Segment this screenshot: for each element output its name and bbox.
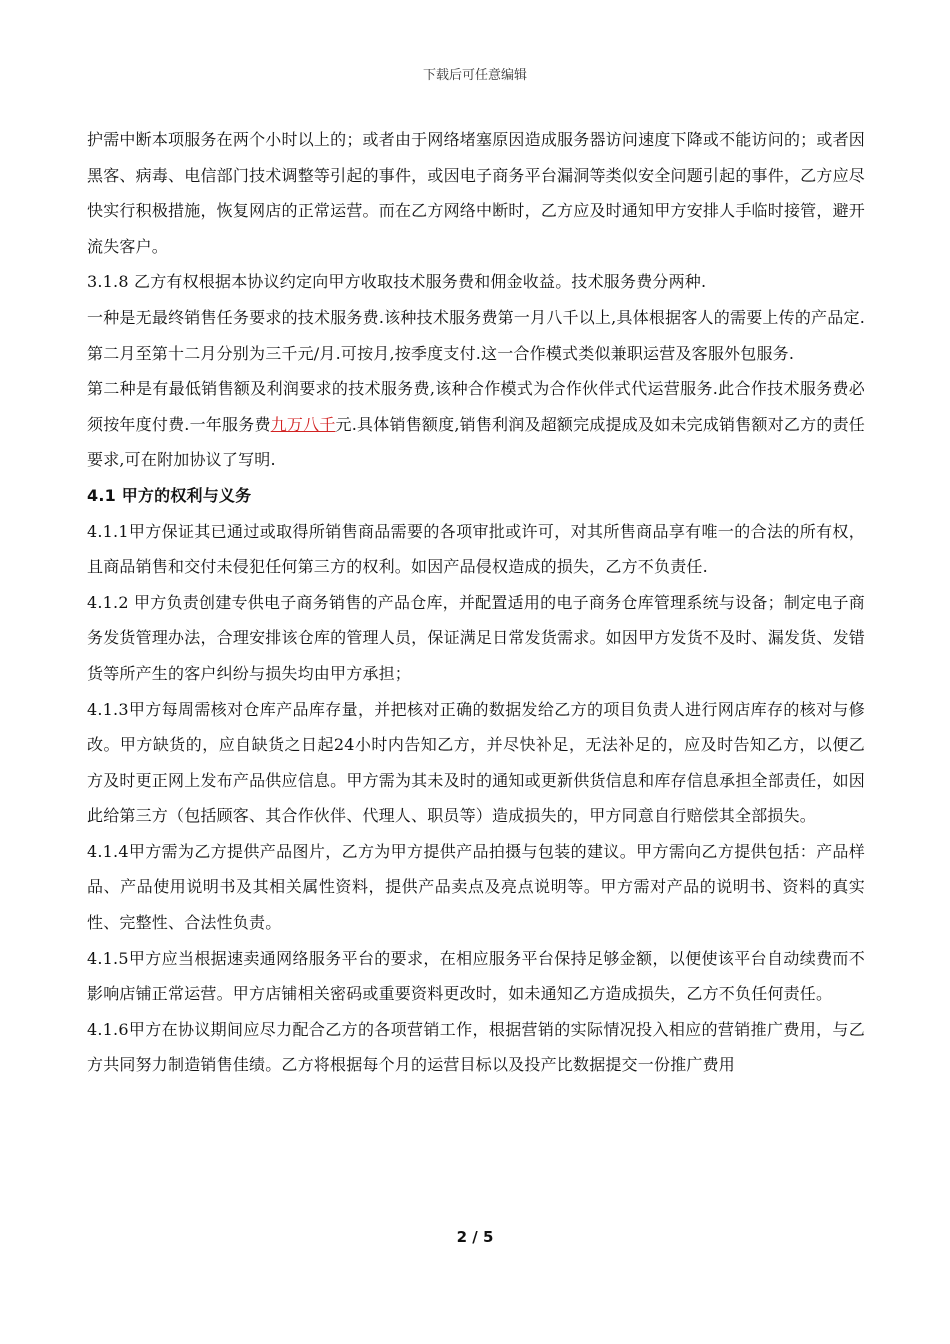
paragraph-fee-type-one: 一种是无最终销售任务要求的技术服务费.该种技术服务费第一月八千以上,具体根据客人的需要上传的产品定.第二月至第十二月分别为三千元/月.可按月,按季度支付.这一合作模式类似兼职运营及客服外包服务. xyxy=(87,307,865,363)
paragraph-4-1-4: 4.1.4甲方需为乙方提供产品图片，乙方为甲方提供产品拍摄与包装的建议。甲方需向乙方提供包括：产品样品、产品使用说明书及其相关属性资料，提供产品卖点及亮点说明等。甲方需对产品的说明书、资料的真实性、完整性、合法性负责。 xyxy=(87,841,865,933)
page-number: 2 / 5 xyxy=(456,1228,494,1246)
fee-type-two-text: 第二种是有最低销售额及利润要求的技术服务费,该种合作模式为合作伙伴式代运营服务.此合作技术服务费必须按年度付费.一年服务费 xyxy=(87,379,865,434)
paragraph-3-1-8: 3.1.8 乙方有权根据本协议约定向甲方收取技术服务费和佣金收益。技术服务费分两种. xyxy=(87,272,707,292)
paragraph-4-1-3: 4.1.3甲方每周需核对仓库产品库存量，并把核对正确的数据发给乙方的项目负责人进行网店库存的核对与修改。甲方缺货的，应自缺货之日起24小时内告知乙方，并尽快补足，无法补足的，应及时告知乙方，以便乙方及时更正网上发布产品供应信息。甲方需为其未及时的通知或更新供货信息和库存信息承担全部责任，如因此给第三方（包括顾客、其合作伙伴、代理人、职员等）造成损失的，甲方同意自行赔偿其全部损失。 xyxy=(87,699,865,826)
paragraph-4-1-2: 4.1.2 甲方负责创建专供电子商务销售的产品仓库，并配置适用的电子商务仓库管理系统与设备；制定电子商务发货管理办法，合理安排该仓库的管理人员，保证满足日常发货需求。如因甲方发货不及时、漏发货、发错货等所产生的客户纠纷与损失均由甲方承担； xyxy=(87,592,865,683)
paragraph-4-1-6: 4.1.6甲方在协议期间应尽力配合乙方的各项营销工作，根据营销的实际情况投入相应的营销推广费用，与乙方共同努力制造销售佳绩。乙方将根据每个月的运营目标以及投产比数据提交一份推广费用 xyxy=(87,1019,865,1075)
paragraph-fee-type-two xyxy=(87,371,865,478)
paragraph-4-1-1: 4.1.1甲方保证其已通过或取得所销售商品需要的各项审批或许可，对其所售商品享有唯一的合法的所有权，且商品销售和交付未侵犯任何第三方的权利。如因产品侵权造成的损失，乙方不负责任. xyxy=(87,521,865,577)
document-body xyxy=(87,122,865,1083)
annual-fee-highlight: 九万八千 xyxy=(270,414,336,434)
paragraph-service-interruption: 护需中断本项服务在两个小时以上的；或者由于网络堵塞原因造成服务器访问速度下降或不能访问的；或者因黑客、病毒、电信部门技术调整等引起的事件，或因电子商务平台漏洞等类似安全问题引起的事件，乙方应尽快实行积极措施，恢复网店的正常运营。而在乙方网络中断时，乙方应及时通知甲方安排人手临时接管，避开流失客户。 xyxy=(87,130,865,256)
fee-type-two-text-end: 元.具体销售额度,销售利润及超额完成提成及如未完成销售额对乙方的责任要求,可在附加协议了写明. xyxy=(87,414,865,470)
page-header: 下载后可任意编辑 xyxy=(422,68,527,83)
paragraph-4-1-5: 4.1.5甲方应当根据速卖通网络服务平台的要求，在相应服务平台保持足够金额，以便使该平台自动续费而不影响店铺正常运营。甲方店铺相关密码或重要资料更改时，如未通知乙方造成损失，乙方不负任何责任。 xyxy=(87,948,865,1004)
section-heading-4-1: 4.1 甲方的权利与义务 xyxy=(87,485,252,505)
